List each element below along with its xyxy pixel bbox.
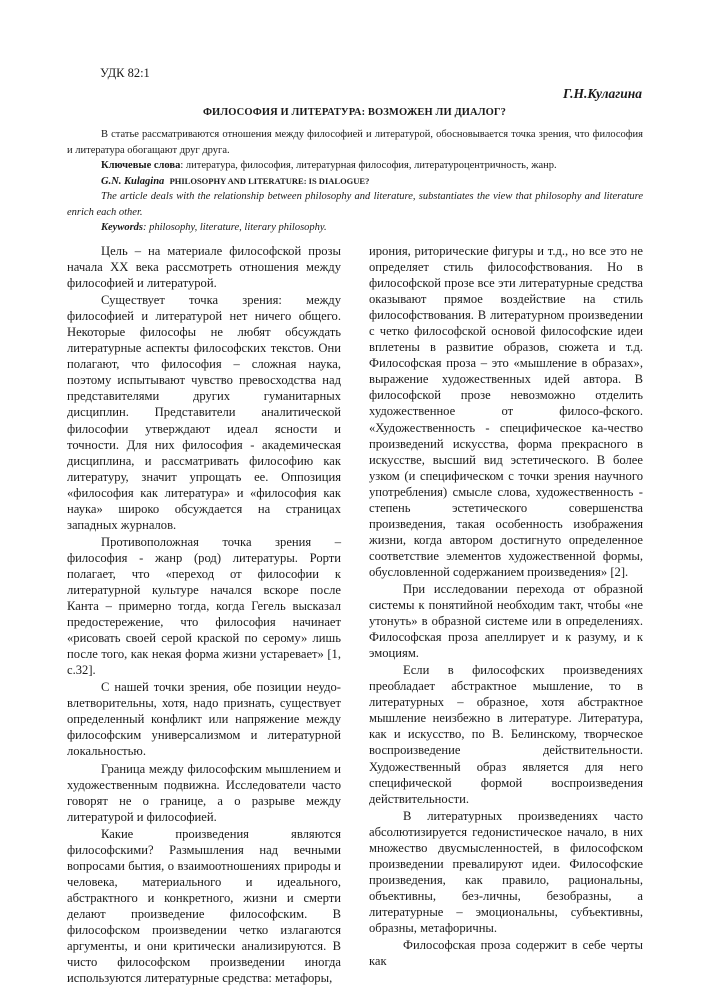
body-column-right <box>369 243 643 969</box>
paragraph: С нашей точки зрения, обе позиции неудо-влетворительны, хотя, надо признать, существует определенный конфликт или напряжение между философским универсализмом и литературной локальностью. <box>67 680 341 759</box>
paragraph: В литературных произведениях часто абсолютизируется гедонистическое начало, в них множество двусмысленностей, в философском произведении превалируют идеи. Философские произведения, как правило, рациональны, объективны, без-личны, безобразны, а литературные – эмоциональны, субъективны, образны, метафоричны. <box>369 808 643 935</box>
english-heading <box>67 174 643 190</box>
paragraph-continuation: ирония, риторические фигуры и т.д., но все это не определяет стиль философствования. Но в философской прозе все эти литературные средства оказывают прямое воздействие на стиль философствования. В литературном произведении с четко философской основой философские идеи вплетены в развитие образов, сюжета и т.д. Философская проза – это «мышление в образах», выражение художественных идей автора. В философской прозе невозможно отделить художественное от филосо-фского. «Художественность - специфическое ка-чество произведений искусства, форма прекрасного в искусстве, высший вид эстетического. В более узком (и специфическом с точки зрения научного употребления) смысле слова, художественность - степень эстетического совершенства произведения, такая особенность изображения жизни, когда автором достигнуто определенное соответствие элементов художественной формы, обусловленной содержанием произведения» [2]. <box>369 244 643 579</box>
paragraph: Какие произведения являются философскими? Размышления над вечными вопросами бытия, о взаимоотношениях природы и человека, материального и идеального, абстрактного и конкретного, жизни и смерти делают произведение философским. В философском произведении четко излагаются аргументы, и они критически анализируются. В чисто философском произведении иногда используются литературные средства: метафоры, <box>67 826 341 986</box>
english-title: PHILOSOPHY AND LITERATURE: IS DIALOGUE? <box>169 175 370 186</box>
paragraph: Существует точка зрения: между философией и литературой нет ничего общего. Некоторые философы не любят обсуждать литературные аспекты философских текстов. Они полагают, что философия – сложная наука, поэтому испытывают чувство превосходства над представителями других гуманитарных дисциплин. Представители аналитической философии утверждают идеал ясности и точности. Для них философия - академическая дисциплина, и рассматривать философию как литературу, значит упрощать ее. Оппозиция «философия как литература» и «философия как наука» широко обсуждается на страницах западных журналов. <box>67 293 341 532</box>
english-author: G.N. Kulagina <box>101 175 165 187</box>
article-title: ФИЛОСОФИЯ И ЛИТЕРАТУРА: ВОЗМОЖЕН ЛИ ДИАЛОГ? <box>202 107 507 118</box>
abstract-ru: В статье рассматриваются отношения между философией и литературой, обосновывается точка зрения, что философия и литература обогащают друг друга. <box>67 129 643 156</box>
keywords-ru-label: Ключевые слова <box>101 160 181 171</box>
paragraph: Противоположная точка зрения – философия - жанр (род) литературы. Рорти полагает, что «переход от философии к литературной культуре начался вскоре после Канта – примерно тогда, когда Гегель высказал предостережение, что философия начинает «рисовать своей серой краской по серому» лишь после того, как некая форма жизни устаревает» [1, с.32]. <box>67 534 341 678</box>
paragraph: Цель – на материале философской прозы начала XX века рассмотреть отношения между философией и литературой. <box>67 244 341 291</box>
paragraph: Граница между философским мышлением и художественным подвижна. Исследователи часто говорят не о границе, а о разрыве между литературой и философией. <box>67 761 341 824</box>
udk-code: УДК 82:1 <box>100 66 150 80</box>
abstract-block <box>67 127 643 236</box>
paragraph: Если в философских произведениях преобладает абстрактное мышление, то в литературных – образное, хотя абстрактное мышление неизбежно в литературе. Литература, как и искусство, по В. Белинскому, творческое воспроизведение действительности. Художественный образ является для него специфической формой воспроизведения действительности. <box>369 663 643 806</box>
keywords-en-label: Keywords <box>101 222 143 233</box>
paragraph: Философская проза содержит в себе черты как <box>369 938 643 969</box>
keywords-en <box>67 220 643 236</box>
keywords-ru <box>67 158 643 174</box>
abstract-en: The article deals with the relationship between philosophy and literature, substantiates the view that philosophy and literature enrich each other. <box>67 191 643 218</box>
keywords-ru-list: : литература, философия, литературная философия, литературоцентричность, жанр. <box>180 160 557 171</box>
keywords-en-list: : philosophy, literature, literary philosophy. <box>143 222 327 233</box>
body-column-left <box>67 243 341 986</box>
author-name: Г.Н.Кулагина <box>562 86 642 101</box>
paragraph: При исследовании перехода от образной системы к понятийной необходим такт, чтобы «не утонуть» в образной системе или в определениях. Философская проза апеллирует и к разуму, и к эмоциям. <box>369 581 643 661</box>
